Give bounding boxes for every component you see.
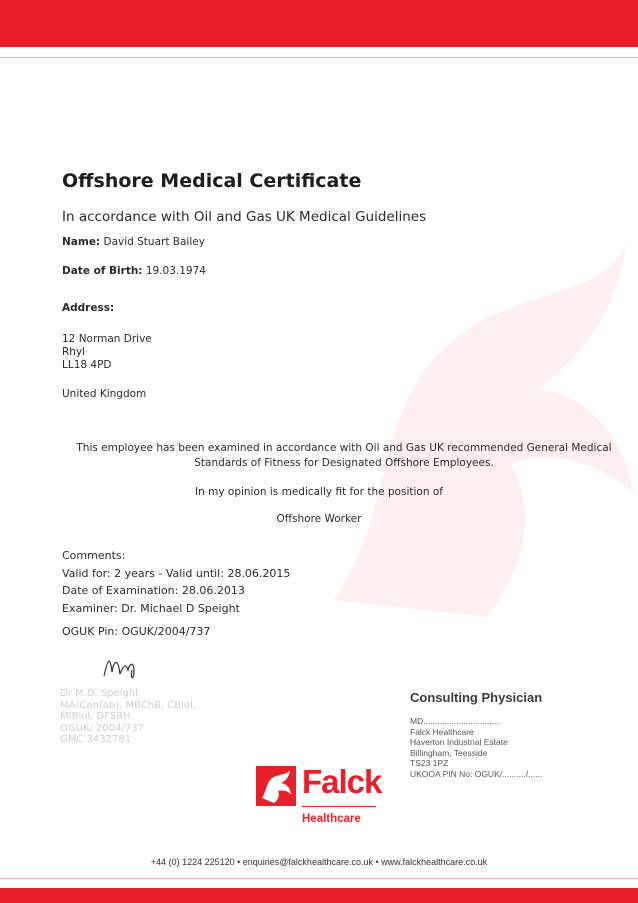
faded-stamp: Dr M.D. Speight MA(Cantab), MBChB, CBiol, MIBiol, DFSRH OGUK/ 2004/737 GMC 3432781 (60, 688, 197, 745)
footer-contact: +44 (0) 1224 225120 • enquiries@falckhealthcare.co.uk • www.falckhealthcare.co.uk (150, 857, 488, 867)
falck-logo-icon (256, 766, 296, 806)
opinion-text: In my opinion is medically fit for the position of (195, 486, 443, 498)
address-block (62, 333, 152, 372)
address-line: 12 Norman Drive (62, 333, 152, 345)
address-country: United Kingdom (62, 388, 147, 400)
address-label: Address: (62, 302, 115, 314)
bottom-red-bar (0, 888, 638, 903)
logo-name: Falck (302, 763, 382, 800)
comments-block (62, 547, 290, 617)
address-line: Rhyl (62, 346, 86, 358)
comments-label: Comments: (62, 549, 126, 562)
oguk-pin: OGUK Pin: OGUK/2004/737 (62, 625, 211, 638)
signature-icon (100, 652, 160, 682)
logo-subtitle: Healthcare (302, 813, 361, 825)
address-line: LL18 4PD (62, 359, 112, 371)
dob-value: 19.03.1974 (145, 265, 206, 277)
dob-label: Date of Birth: (62, 265, 143, 277)
position-text: Offshore Worker (276, 513, 362, 525)
exam-date: Date of Examination: 28.06.2013 (62, 584, 245, 597)
fitness-statement: This employee has been examined in accordance with Oil and Gas UK recommended General Medical Standards of Fitness for Designated Offshore Employees. (76, 442, 612, 469)
consulting-physician-details: MD................................. Falck Healthcare Haverton Industrial Estate Billingham, Teesside TS23 1PZ UKOOA PIN No: OGUK/........../...... (410, 716, 543, 779)
name-label: Name: (62, 236, 101, 248)
consulting-physician-title: Consulting Physician (410, 690, 543, 705)
page-title: Offshore Medical Certificate (62, 170, 362, 192)
bottom-divider (0, 878, 638, 879)
dob-field (62, 265, 206, 277)
name-field (62, 236, 205, 248)
examiner: Examiner: Dr. Michael D Speight (62, 601, 240, 615)
logo-underline (302, 806, 376, 807)
top-divider (0, 57, 638, 58)
eagle-watermark-icon (300, 220, 638, 640)
name-value: David Stuart Bailey (103, 236, 205, 248)
valid-for: Valid for: 2 years - Valid until: 28.06.2015 (62, 566, 291, 580)
top-red-bar (0, 0, 638, 47)
page-subtitle: In accordance with Oil and Gas UK Medical Guidelines (62, 209, 427, 225)
